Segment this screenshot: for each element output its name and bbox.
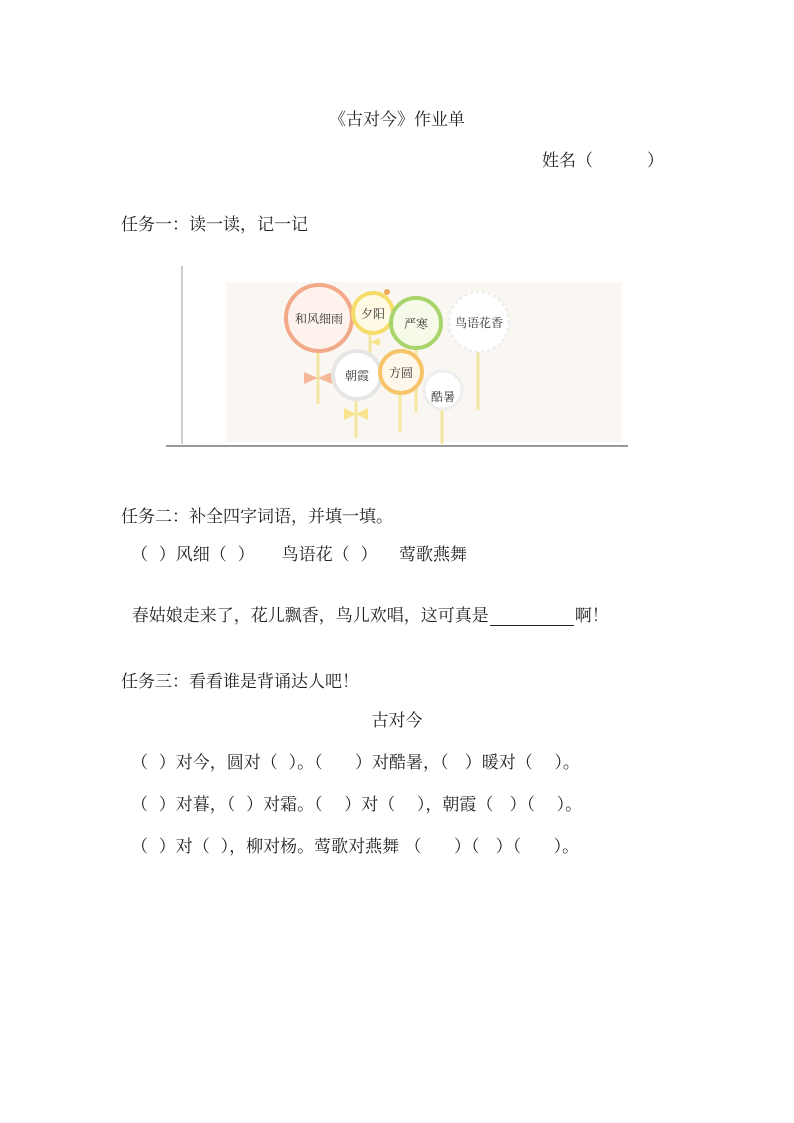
poem-line-1: （ ）对今，圆对（ ）。（ ）对酷暑，（ ）暖对（ ）。 (131, 753, 580, 773)
task2-heading: 任务二：补全四字词语，并填一填。 (121, 507, 393, 527)
lollipop-1-label: 和风细雨 (294, 312, 344, 326)
task2-sentence (121, 581, 609, 626)
lollipop-3 (391, 298, 441, 348)
lollipop-illustration (166, 262, 630, 452)
page-title: 《古对今》作业单 (329, 110, 465, 130)
lollipop-3-label: 严寒 (403, 317, 429, 331)
lollipop-7-label: 酷暑 (430, 390, 456, 404)
name-field: 姓名（ ） (542, 151, 665, 171)
task2-sentence-before: 春姑娘走来了，花儿飘香，鸟儿欢唱，这可真是 (131, 606, 489, 626)
lollipop-6-label: 方圆 (388, 366, 414, 380)
lollipop-4-label: 鸟语花香 (454, 316, 504, 330)
task3-heading: 任务三：看看谁是背诵达人吧！ (121, 672, 359, 692)
lollipop-6 (380, 351, 422, 393)
task1-heading: 任务一：读一读，记一记 (121, 215, 308, 235)
lollipop-5-label: 朝霞 (344, 369, 370, 383)
lollipop-5 (333, 351, 381, 399)
lollipop-4 (449, 292, 509, 352)
poem-title: 古对今 (371, 711, 423, 731)
answer-blank[interactable] (490, 607, 574, 626)
task2-fill-line: （ ）风细（ ） 鸟语花（ ） 莺歌燕舞 (131, 545, 468, 565)
lollipop-2-label: 夕阳 (360, 307, 386, 321)
lollipop-7 (424, 371, 462, 409)
poem-line-2: （ ）对暮，（ ）对霜。（ ）对（ ），朝霞（ ）（ ）。 (131, 795, 583, 815)
task2-sentence-after: 啊！ (574, 606, 609, 626)
lollipop-1 (286, 285, 352, 351)
poem-line-3: （ ）对（ ），柳对杨。莺歌对燕舞 （ ）（ ）（ ）。 (131, 837, 580, 857)
